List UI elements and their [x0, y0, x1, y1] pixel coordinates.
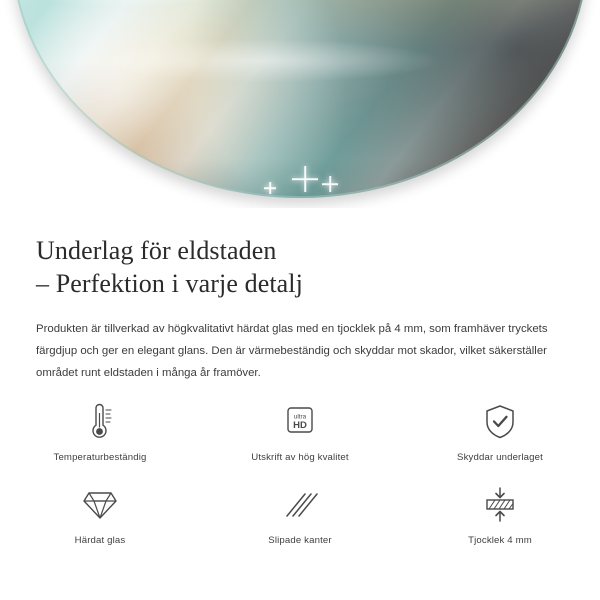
feature-label: Utskrift av hög kvalitet [251, 452, 349, 463]
feature-label: Temperaturbeständig [53, 452, 147, 463]
feature-item-thickness [400, 475, 600, 546]
text-block [0, 208, 600, 384]
marble-glass-disc-icon [12, 0, 588, 198]
shield-check-icon [482, 400, 518, 444]
thickness-arrows-icon [480, 483, 520, 527]
feature-item-temperature [0, 392, 200, 463]
feature-item-print-quality [200, 392, 400, 463]
polished-edges-icon [281, 483, 319, 527]
disc-shading [12, 0, 588, 198]
svg-text:HD: HD [293, 420, 307, 431]
page-title [0, 208, 600, 301]
feature-label: Skyddar underlaget [457, 452, 543, 463]
feature-item-protection [400, 392, 600, 463]
svg-text:ultra: ultra [293, 413, 307, 421]
feature-grid [0, 392, 600, 546]
feature-item-polished-edges [200, 475, 400, 546]
feature-item-tempered-glass [0, 475, 200, 546]
feature-label: Slipade kanter [268, 535, 332, 546]
headline-line-2: – Perfektion i varje detalj [36, 268, 303, 298]
ultra-hd-icon [280, 400, 320, 444]
diamond-icon [80, 483, 120, 527]
description-paragraph: Produkten är tillverkad av högkvalitativt härdat glas med en tjocklek på 4 mm, som framhäver tryckets färgdjup och ger en elegant glans. Den är värmebeständig och skyddar mot skador, vilket säkerställer området runt eldstaden i många år framöver. [36, 322, 548, 379]
hero-image [0, 0, 600, 208]
feature-label: Härdat glas [74, 535, 126, 546]
feature-label: Tjocklek 4 mm [468, 535, 532, 546]
headline-line-1: Underlag för eldstaden [36, 236, 277, 265]
thermometer-icon [83, 400, 117, 444]
